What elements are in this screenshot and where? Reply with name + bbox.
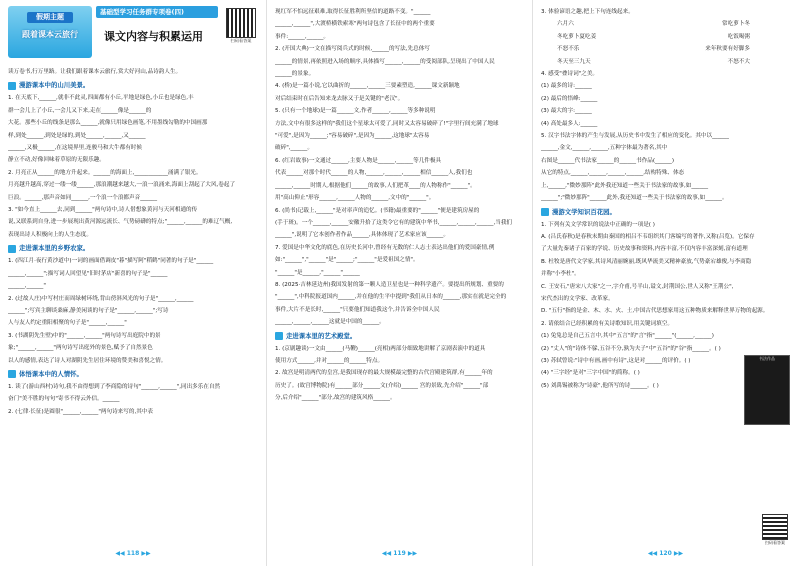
text-line: (2) 最后的悟峰:______ xyxy=(541,95,598,102)
option-line: D. "五行"指的是金、木、水、火、土,中国古代思想家用这五种物质来解释世界万物的起源。 xyxy=(541,308,769,315)
text-line: 3. (书湖阴先生壁)中的"______,______"两句诗写出庭院中的景 xyxy=(8,332,161,339)
question-2-1 xyxy=(8,255,258,292)
text-line: 代表______对那个时代______的人物,______,______,______相信______人,我们也 xyxy=(275,170,473,177)
section-icon xyxy=(8,245,16,253)
text-line: 上,______,"微妙那阵"此外我还知道一些关于书法家的故事,如______ xyxy=(541,182,709,189)
text-line: 用"高山仰止"形容______,______人物的______,文中的"______"。 xyxy=(275,195,435,202)
qr-code-icon xyxy=(762,514,788,540)
question-4-2 xyxy=(275,367,524,404)
text-line: 群一会儿上了小丘,一会儿又下来,走在______像是______的 xyxy=(8,107,152,114)
text-line: 1. (四江月·夜行黄沙道中)一词的画面借调皮"暮"描写阿"稻鹤"同著的句子是"______ xyxy=(8,258,214,265)
proverb-pairs xyxy=(541,18,790,68)
section-heading: 走进课本里的乡野农家。 xyxy=(8,242,258,255)
text-line: 奋门"美不胜的句句"寄书不得云外信。______ xyxy=(8,396,120,403)
text-line: (5) 刘禹锡被称为"诗豪",他所写的诗______。( ) xyxy=(541,382,659,389)
calligraphy-image xyxy=(744,355,790,425)
calligraphy-caption: 书法作品 xyxy=(759,356,775,361)
pair-row: 不怒不乐 来年秋要有好脚多 xyxy=(557,46,750,53)
text-line: (3) 最大的字:______ xyxy=(541,108,592,115)
question-patriotism xyxy=(275,242,524,279)
text-line: 使用方式______,并对______的______特点。 xyxy=(275,357,384,364)
intro-text: 读万卷书,行万里路。让我们跟着课本云旅行,赏大好河山,品诗韵人生。 xyxy=(8,69,182,75)
text-line: 5. 汉字书法字体的产生与发展,从历史书中发生了相应的变化。其中以______ xyxy=(541,133,729,140)
section-icon xyxy=(275,332,283,340)
question-1-2 xyxy=(8,167,258,204)
text-line: 静立不动,好像回味着草原的无限乐趣。 xyxy=(8,157,105,164)
text-line: "可爱",是因为______;"容易破碎",是因为______,这地球"太容易 xyxy=(275,133,430,140)
unit-title-block xyxy=(96,6,258,64)
text-line: 2. (过故人庄)中写村庄而周绿树环绕,背山傍斜风光的句子是"______,______ xyxy=(8,295,194,302)
text-line: ______,又极______,在这境界里,连骏马和大牛都有时候 xyxy=(8,145,142,152)
text-line: (1) 兔兔总是自己五言中,其中"五言"的"言"指"______"(______,______) xyxy=(541,333,714,340)
text-line: ______",说明了它本创作者作品______,具体体现了艺术家应该______。 xyxy=(275,232,449,239)
text-line: 1. 在天底下,______,就非不此灵,四面都有小丘,平地是绿色,小丘也是绿色,丰 xyxy=(8,95,194,102)
text-line: 4. (桥)是一篇小说,它以曲折的______,______三要素塑造,______课文新颖地 xyxy=(275,83,460,90)
question-4-1 xyxy=(275,343,524,368)
text-line: 2. 故宫是明清两代的皇宫,是我国现存的最大规模最完整的古代宫殿建筑群,有______年的 xyxy=(275,370,493,377)
qr-code-icon xyxy=(226,8,256,38)
text-line: (2) "丈人"的"诗体不躲,五谷不分,孰为夫子"中"五谷"的"谷"指______。( ) xyxy=(541,345,721,352)
question-calligraphy xyxy=(541,130,790,204)
question-title: 1. 下列有关文学常识的说法中正确的一项是( ) xyxy=(541,221,655,228)
text-line: 以人的感情,表达了诗人对湖阴先生居住环境的赞美和喜悦之情。 xyxy=(8,357,167,364)
question-1-3 xyxy=(8,204,258,241)
question-3-2 xyxy=(8,406,258,418)
text-line: 1. (京剧趣谈)一文由______(马鞭)______(亮相)两部分细致地讲解了京剧表演中的道具 xyxy=(275,345,486,352)
text-line: 右图是______代书法家______的______书作品(______) xyxy=(541,157,675,164)
question-title: 3. 体验谚语之趣,把上下句连线起来。 xyxy=(541,9,634,15)
text-line: 说,又联系到自身,进一步展现出黄河源远流长、气势磅礴的特点;"______,______的难辽气概, xyxy=(8,219,233,226)
text-line: ______,______时期人,根据他们______的故事,人们把革____的人物称作"______"。 xyxy=(275,182,476,189)
text-line: 分,后介绍"______"部分,故宫的建筑风格______。 xyxy=(275,395,396,402)
text-line: 事件:______,______。 xyxy=(275,33,330,40)
question-title: 2. 请依结合已经积累的有关诗歌知识,用关键词填空。 xyxy=(541,320,673,327)
text-line: ______的情景,再依照进入场的顺序,具体描写______,______的受阅部队,呈现出了中国人民 xyxy=(275,58,495,65)
page-118 xyxy=(0,0,266,566)
page-number: ◀◀ 120 ▶▶ xyxy=(647,549,684,557)
section-icon xyxy=(541,208,549,216)
question-qiao xyxy=(275,80,524,105)
section-heading: 体悟课本中的人情怀。 xyxy=(8,368,258,381)
question-continued xyxy=(275,6,524,43)
option-line: 并称"小李杜"。 xyxy=(541,271,580,278)
text-line: 2. 月亮正从______的地方升起来。______的海面上,____________涌满了银光。 xyxy=(8,169,202,176)
text-line: 对后结束时在后告知来龙去脉又于是关键的"老汉"。 xyxy=(275,95,404,102)
qr-code[interactable] xyxy=(226,8,256,42)
question-kaiguo xyxy=(275,43,524,80)
section-icon xyxy=(8,82,16,90)
option-line: 宋代杰出的文学家、改革家。 xyxy=(541,295,614,302)
text-line: 3. "如今直上______去,同到______"两句诗中,诗人借想象黄河与天河相通的传 xyxy=(8,207,198,214)
text-line: 2. (开国大典)一文在描写阅兵式的时候,______的写法,先总体写 xyxy=(275,46,430,53)
pair-row: 冬吃萝卜夏吃姜 吃饭喝粥 xyxy=(557,33,750,40)
text-line: ______,______";描写词人回望见"旧时茅店"新喜的句子是"______ xyxy=(8,270,168,277)
text-line: 5. (只有一个地球)是一篇______文,作者______,______等多种说明 xyxy=(275,108,436,115)
text-line: 方法,文中有很多这样的"我们这个星球太可爱了,同时又太容易破碎了!"字里行间充满了地球 xyxy=(275,120,499,127)
theme-top: 假期主题 xyxy=(27,12,73,23)
text-line: (4) "三字经"是对"三字中国"的简称。( ) xyxy=(541,370,640,377)
page-header xyxy=(8,6,258,64)
text-line: 8. (2025·吉林延边州)我国发射的第一颗人造卫星也是一种科学遗产。要提出所规划、重要的 xyxy=(275,281,504,288)
text-line: 大花。那些小丘的线条是那么______,就像只用绿色画笔,不用墨线勾勒的中国画那 xyxy=(8,120,208,127)
pair-row: 六月六 常吃萝卜冬 xyxy=(557,21,750,28)
text-line: 7. 爱国是中华文化的底色,在历史长河中,曾经有无数的仁人志士表达出他们的爱国豪情,例 xyxy=(275,244,495,251)
text-line: 事件,大片不是长时,______"只要他们知道我这个,并告诉全中国人民 xyxy=(275,306,440,313)
text-line: 象;"______,______"两句诗写出庭外的景色,赋予了自然景色 xyxy=(8,345,153,352)
text-line: (1) 最多的诗:______ xyxy=(541,83,592,90)
text-line: (4) 高处最多人:______ xyxy=(541,120,598,127)
text-line: "______",中科院报道国内______,并在他的生平中提到"我们从日本的______,那实在就是完全的 xyxy=(275,294,507,301)
page-number: ◀◀ 119 ▶▶ xyxy=(381,549,418,557)
text-line: (手于斑)。一个______,______安徽升拾了这类令它有的建筑中华书,______,______,______,当我们 xyxy=(275,219,513,226)
qr-code-bottom[interactable] xyxy=(762,514,788,544)
text-line: "______"是______,"______"______ xyxy=(275,269,360,276)
text-line: ______";"微妙那阵"______此外,我还知道一些关于书法家的故事,如______。 xyxy=(541,195,728,202)
text-line: 历史了。(故宫博物院)有______部分______文(介绍)______ 宫的景致,先介绍"______"部 xyxy=(275,382,489,389)
text-line: 破碎",______。 xyxy=(275,145,313,152)
question-title: 4. 感受"叠诗词"之美。 xyxy=(541,71,599,78)
section-heading: 漫游文学知识百花园。 xyxy=(541,206,790,219)
pair-row: 冬天至三九天 不怒不大 xyxy=(557,58,750,65)
question-3-1 xyxy=(8,381,258,406)
question-satellite xyxy=(275,279,524,329)
option-line: 了大量先秦诸子百家的学说、历史故事和资料,内容丰富,不仅内容丰富深刻,富有道理 xyxy=(541,246,748,253)
text-line: 月亮越升越高,穿过一缕一缕______,那浪潮越来越大,一浪一浪涌来,海面上刮起了大风,卷起了 xyxy=(8,182,236,189)
text-line: ______,金文,______,______,五种字体最为著名,其中 xyxy=(541,145,668,152)
qr-label: 扫码看答案 xyxy=(230,38,252,43)
qr-label: 扫码看答案 xyxy=(765,540,785,545)
option-line: A. (吕氏春秋)是春秋末期由秦国的相吕不韦组织其门客编写的著作,又称(吕览)。它保存 xyxy=(541,233,755,240)
question-2-2 xyxy=(8,293,258,330)
question-earth xyxy=(275,105,524,155)
text-line: ______";写宾主聊谈桑麻,静美闲谈的句子是"______,______";写诗 xyxy=(8,307,169,314)
question-shangshu xyxy=(275,205,524,242)
page-119 xyxy=(266,0,532,566)
theme-banner xyxy=(8,6,92,58)
option-line: B. 杜牧是唐代文学家,其诗风清丽婉丽,既风华流美又精神豪放,气势豪宕雄俊,与李商隐 xyxy=(541,258,752,265)
unit-label: 基础型学习任务群专项卷(四) xyxy=(96,6,218,18)
text-line: ______,______",大渡桥横铁索寒"两句诗包含了长征中的两个重要 xyxy=(275,21,435,28)
text-line: 表现出诗人积极向上的人生态度。 xyxy=(8,231,92,238)
text-line: 如:"______","______"是"______;"______"是爱祖国之情"。 xyxy=(275,257,419,264)
text-line: 现红军不怕远征艰难,取得长征胜利所坚信的道路不变。"______ xyxy=(275,9,431,15)
text-line: ______,______,______这就是中国的______。 xyxy=(275,319,385,326)
text-line: 6. (尚书)记载上,______"是对率声的追忆。(书籍)最重要的"______"便是建筑房屋的 xyxy=(275,207,480,214)
option-line: C. 王安石,"唐宋八大家"之一,字介甫,号半山,谥文,封荆国公,世人又称"王荆公", xyxy=(541,283,734,290)
text-line: 2. (七律·长征)是圆很"______,______"两句诗来写的,其中表 xyxy=(8,408,154,415)
question-2-3 xyxy=(8,330,258,367)
question-hongyan xyxy=(275,155,524,205)
section-heading: 走进课本里的艺术殿堂。 xyxy=(275,330,524,343)
text-line: ______,______" xyxy=(8,283,46,290)
text-line: 样,到处______,到处是绿的,到处______,______,又______ xyxy=(8,132,146,139)
question-1-1 xyxy=(8,92,258,166)
text-line: 1. 读了(游山西村)诗句,我不由得想到了李商隐的诗句"______,______",同出多乐在自然 xyxy=(8,383,221,390)
text-line: (3) 苏轼曾说:"诗中有画,画中有诗",这是对______的评价。( ) xyxy=(541,357,691,364)
page-120 xyxy=(532,0,798,566)
text-line: 人与友人约定重阳相聚的句子是"______,______" xyxy=(8,320,127,327)
text-line: 巨浪。______,那声音如同______,一个浪一个浪都声音______ xyxy=(8,194,157,201)
section-heading: 漫游课本中的山川美景。 xyxy=(8,79,258,92)
text-line: 6. (红岩故事)一文通过______,主要人物是______,______等几件极具 xyxy=(275,157,442,164)
poem-items xyxy=(541,80,790,130)
section-icon xyxy=(8,370,16,378)
page-title: 课文内容与积累运用 xyxy=(104,30,203,43)
literature-options xyxy=(541,231,790,318)
text-line: ______的景象。 xyxy=(275,71,315,78)
text-line: 从它的特点,______,______,______,______,结构特殊、体态 xyxy=(541,170,685,177)
page-number: ◀◀ 118 ▶▶ xyxy=(115,549,151,557)
theme-bottom: 跟着课本云旅行 xyxy=(22,30,78,39)
